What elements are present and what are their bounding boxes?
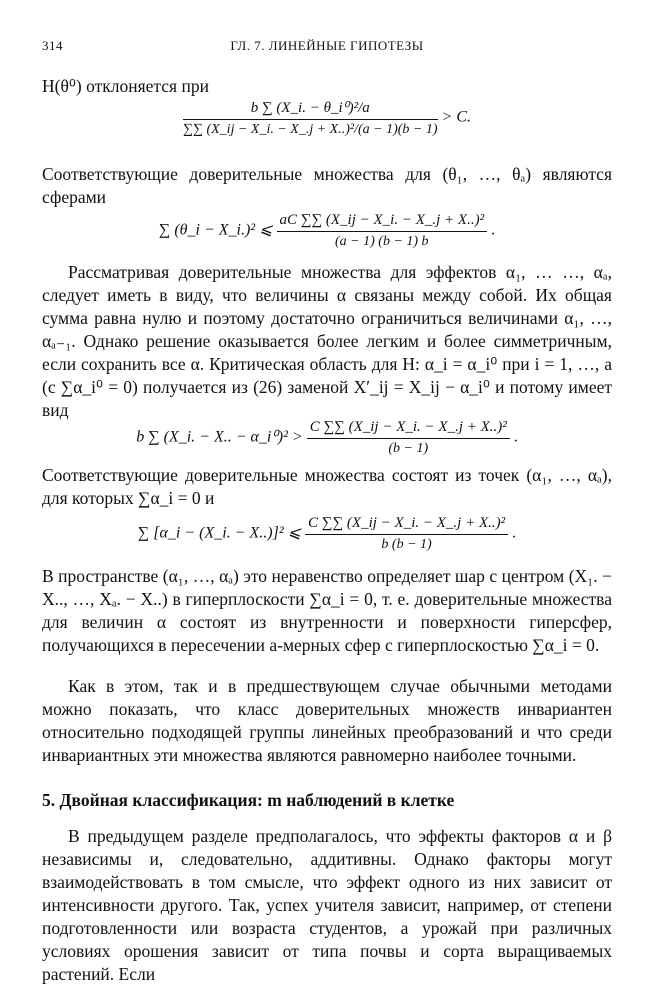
paragraph-5: В пространстве (α₁, …, αₐ) это неравенство определяет шар с центром (X₁. − X.., …, Xₐ. − X..) в гиперплоскости ∑α_i = 0, т. е. доверительные множества для величин α состоят из внутренности и поверхности гиперсфер, получающихся в пересечении a-мерных сфер с гиперплоскостью ∑α_i = 0. [42,566,612,655]
formula-3-numerator: C ∑∑ (X_ij − X_i. − X_.j + X..)² [307,419,510,439]
formula-3-tail: . [513,428,518,446]
formula-4-lhs: ∑ [α_i − (X_i. − X..)]² ⩽ [137,524,302,542]
formula-2 [42,212,612,250]
formula-1-fraction [183,98,438,138]
formula-1-denominator: ∑∑ (X_ij − X_i. − X_.j + X..)²/(a − 1)(b − 1) [183,122,438,137]
formula-1-numerator: b ∑ (X_i. − θ_i⁰)²/a [183,98,438,120]
page-number: 314 [42,38,63,53]
formula-4-denominator: b (b − 1) [381,537,432,552]
paragraph-3: Рассматривая доверительные множества для эффектов α₁, … …, αₐ, следует иметь в виду, что величины α связаны между собой. Их общая сумма равна нулю и поэтому достаточно ограничиться величинами α₁, …, αₐ₋₁. Однако решение оказывается более легким и более симметричным, если сохранить все α. Критическая область для H: α_i = α_i⁰ при i = 1, …, a (с ∑α_i⁰ = 0) получается из (26) заменой X′_ij = X_ij − α_i⁰ и потому имеет вид [42,262,612,420]
paragraph-2: Соответствующие доверительные множества для (θ₁, …, θₐ) являются сферами [42,164,612,207]
formula-3-fraction [307,419,510,457]
formula-2-denominator: (a − 1) (b − 1) b [335,234,429,249]
paragraph-4: Соответствующие доверительные множества состоят из точек (α₁, …, αₐ), для которых ∑α_i = 0 и [42,465,612,508]
formula-4-tail: . [512,524,517,542]
paragraph-6: Как в этом, так и в предшествующем случае обычными методами можно показать, что класс доверительных множеств инвариантен относительно подходящей группы линейных преобразований и что среди инвариантных эти множества являются равномерно наиболее точными. [42,676,612,765]
formula-2-lhs: ∑ (θ_i − X_i.)² ⩽ [158,221,273,239]
formula-4-fraction [305,515,508,553]
formula-4-numerator: C ∑∑ (X_ij − X_i. − X_.j + X..)² [305,515,508,535]
paragraph-1: H(θ⁰) отклоняется при [42,76,209,96]
section-heading: 5. Двойная классификация: m наблюдений в клетке [42,790,455,810]
running-title: ГЛ. 7. ЛИНЕЙНЫЕ ГИПОТЕЗЫ [230,38,424,53]
paragraph-7: В предыдущем разделе предполагалось, что эффекты факторов α и β независимы и, следовательно, аддитивны. Однако факторы могут взаимодействовать в том смысле, что эффект одного из них зависит от интенсивности другого. Так, успех учителя зависит, например, от степени подготовленности или возраста студентов, а урожай при различных условиях орошения зависит от типа почвы и сорта выращиваемых растений. Если [42,826,612,984]
formula-3-denominator: (b − 1) [388,441,429,456]
formula-1-tail: > C. [441,108,471,126]
formula-2-fraction [277,212,488,250]
formula-3-lhs: b ∑ (X_i. − X.. − α_i⁰)² > [136,428,303,446]
formula-1 [42,98,612,138]
formula-3 [42,419,612,457]
formula-4 [42,515,612,553]
formula-2-tail: . [491,221,496,239]
formula-2-numerator: aC ∑∑ (X_ij − X_i. − X_.j + X..)² [277,212,488,232]
